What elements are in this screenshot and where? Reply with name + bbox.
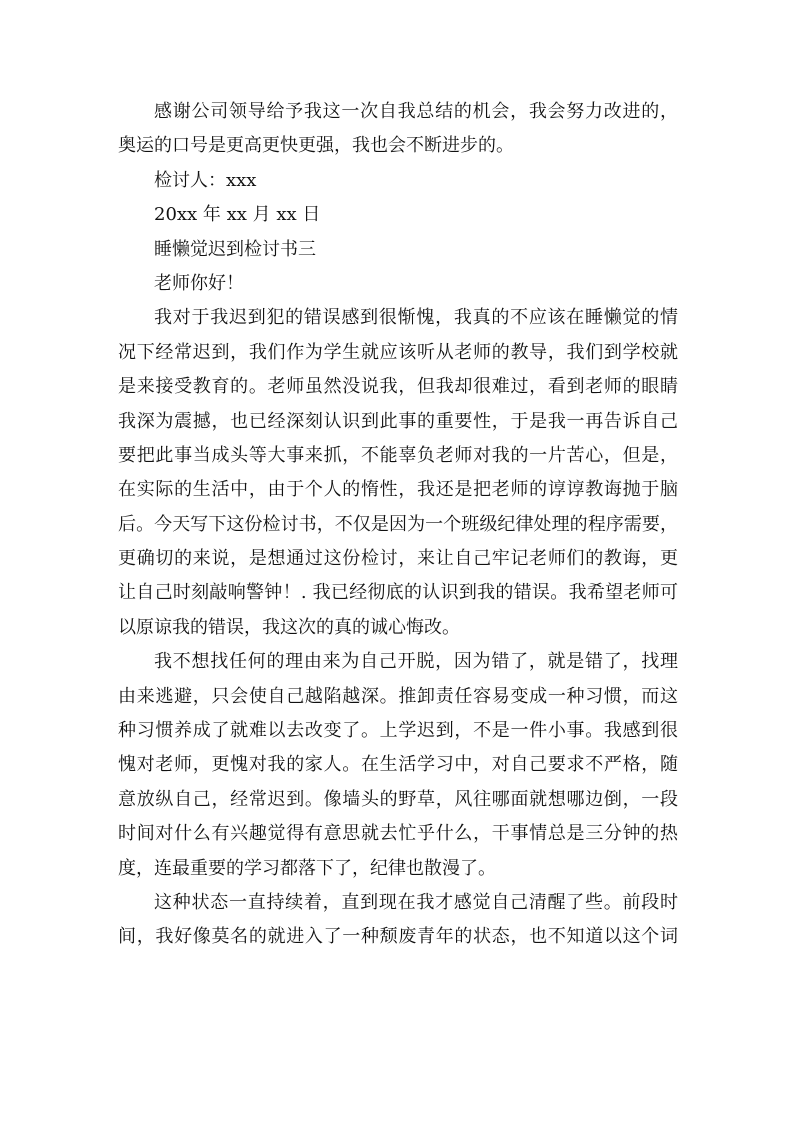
text-line: 后。今天写下这份检讨书，不仅是因为一个班级纪律处理的程序需要， — [118, 513, 678, 535]
text-line: 间，我好像莫名的就进入了一种颓废青年的状态，也不知道以这个词 — [118, 926, 678, 948]
text-line: 意放纵自己，经常迟到。像墙头的野草，风往哪面就想哪边倒，一段 — [118, 788, 678, 810]
text-line: 愧对老师，更愧对我的家人。在生活学习中，对自己要求不严格，随 — [118, 754, 678, 776]
text-line: 要把此事当成头等大事来抓，不能辜负老师对我的一片苦心，但是， — [118, 444, 678, 466]
text-line: 度，连最重要的学习都落下了，纪律也散漫了。 — [118, 857, 496, 879]
text-line: 奥运的口号是更高更快更强，我也会不断进步的。 — [118, 135, 514, 157]
document-page — [118, 95, 678, 955]
text-line: 种习惯养成了就难以去改变了。上学迟到，不是一件小事。我感到很 — [118, 720, 678, 742]
text-line: 是来接受教育的。老师虽然没说我，但我却很难过，看到老师的眼睛 — [118, 376, 678, 398]
text-line: 让自己时刻敲响警钟！. 我已经彻底的认识到我的错误。我希望老师可 — [118, 582, 678, 604]
text-line: 更确切的来说，是想通过这份检讨，来让自己牢记老师们的教诲，更 — [118, 548, 678, 570]
date-line: 20xx 年 xx 月 xx 日 — [154, 204, 321, 226]
text-line: 由来逃避，只会使自己越陷越深。推卸责任容易变成一种习惯，而这 — [118, 685, 678, 707]
signature-line: 检讨人：xxx — [154, 169, 257, 191]
text-line: 在实际的生活中，由于个人的惰性，我还是把老师的谆谆教诲抛于脑 — [118, 479, 678, 501]
text-line: 时间对什么有兴趣觉得有意思就去忙乎什么，干事情总是三分钟的热 — [118, 823, 678, 845]
text-line: 以原谅我的错误，我这次的真的诚心悔改。 — [118, 616, 460, 638]
text-line: 我对于我迟到犯的错误感到很惭愧，我真的不应该在睡懒觉的情 — [154, 307, 678, 329]
section-title: 睡懒觉迟到检讨书三 — [154, 238, 316, 260]
text-line: 我深为震撼，也已经深刻认识到此事的重要性，于是我一再告诉自己 — [118, 410, 678, 432]
text-line: 这种状态一直持续着，直到现在我才感觉自己清醒了些。前段时 — [154, 891, 678, 913]
salutation: 老师你好！ — [154, 272, 244, 294]
text-line: 况下经常迟到，我们作为学生就应该听从老师的教导，我们到学校就 — [118, 341, 678, 363]
text-line: 感谢公司领导给予我这一次自我总结的机会，我会努力改进的， — [154, 101, 678, 122]
text-line: 我不想找任何的理由来为自己开脱，因为错了，就是错了，找理 — [154, 651, 678, 673]
